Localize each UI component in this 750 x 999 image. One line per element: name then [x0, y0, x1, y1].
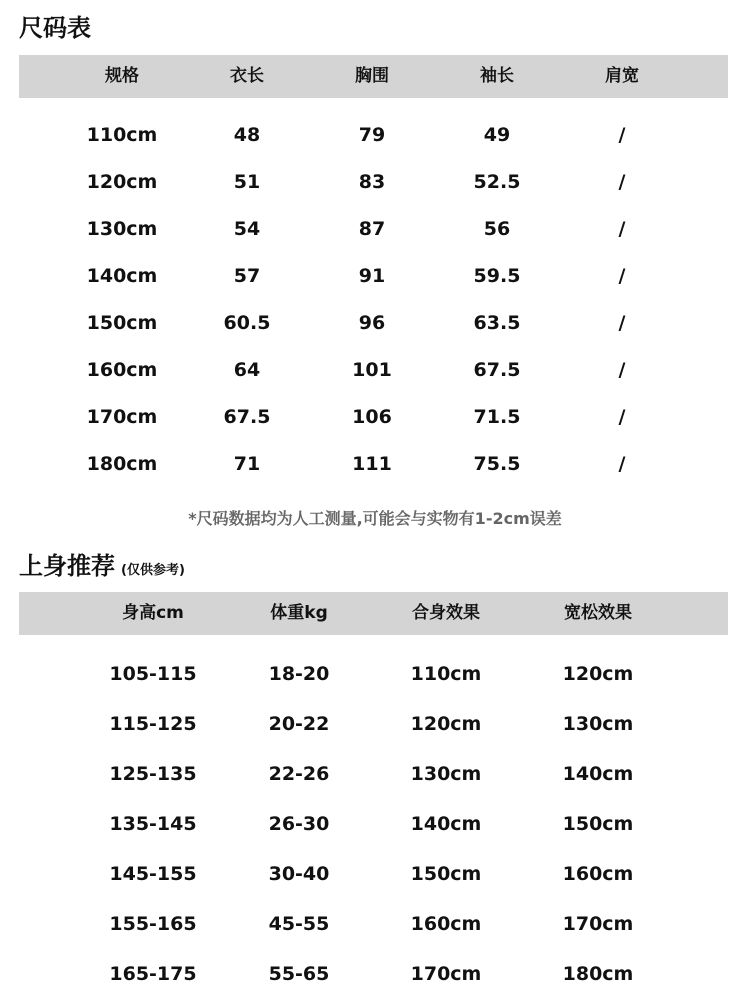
recommend-table-cell: 170cm: [562, 913, 634, 935]
size-table-cell: 54: [233, 218, 261, 240]
size-table-cell: 180cm: [86, 453, 158, 475]
recommend-table-cell: 26-30: [268, 813, 330, 835]
size-table-cell: 96: [358, 312, 386, 334]
size-table-cell: 51: [233, 171, 261, 193]
size-table-cell: 120cm: [86, 171, 158, 193]
recommend-table-title: [19, 554, 185, 578]
recommend-table-cell: 140cm: [410, 813, 482, 835]
size-table-header-cell: 肩宽: [605, 66, 639, 86]
size-table-cell: /: [618, 312, 626, 334]
recommend-table-header-cell: 身高cm: [122, 603, 184, 623]
recommend-table-cell: 150cm: [562, 813, 634, 835]
size-table-cell: 64: [233, 359, 261, 381]
size-table-cell: 52.5: [473, 171, 521, 193]
size-table-cell: /: [618, 124, 626, 146]
recommend-table-cell: 115-125: [109, 713, 197, 735]
recommend-table-cell: 125-135: [109, 763, 197, 785]
size-table-cell: 91: [358, 265, 386, 287]
size-table-header-cell: 胸围: [355, 66, 389, 86]
recommend-table-cell: 105-115: [109, 663, 197, 685]
recommend-table-cell: 55-65: [268, 963, 330, 985]
recommend-table-cell: 160cm: [410, 913, 482, 935]
size-table-cell: 101: [352, 359, 392, 381]
recommend-table-cell: 135-145: [109, 813, 197, 835]
recommend-table-cell: 165-175: [109, 963, 197, 985]
size-table-cell: 170cm: [86, 406, 158, 428]
size-table-cell: 71.5: [473, 406, 521, 428]
recommend-title-text: 上身推荐: [19, 552, 115, 580]
size-table-cell: 83: [358, 171, 386, 193]
size-table-cell: 67.5: [223, 406, 271, 428]
recommend-table-cell: 110cm: [410, 663, 482, 685]
size-table-header-cell: 规格: [105, 66, 139, 86]
size-table-cell: 63.5: [473, 312, 521, 334]
size-table-cell: 60.5: [223, 312, 271, 334]
recommend-table-cell: 160cm: [562, 863, 634, 885]
recommend-table-header-cell: 体重kg: [270, 603, 328, 623]
size-table-cell: /: [618, 265, 626, 287]
recommend-table-cell: 30-40: [268, 863, 330, 885]
size-table-cell: /: [618, 218, 626, 240]
size-table-cell: 130cm: [86, 218, 158, 240]
size-table-cell: 111: [352, 453, 392, 475]
size-table-cell: 75.5: [473, 453, 521, 475]
size-table-cell: /: [618, 171, 626, 193]
recommend-table-header-cell: 宽松效果: [564, 603, 632, 623]
recommend-table-cell: 155-165: [109, 913, 197, 935]
size-table-header-cell: 衣长: [230, 66, 264, 86]
size-table-cell: 49: [483, 124, 511, 146]
recommend-table-cell: 180cm: [562, 963, 634, 985]
size-table-cell: 160cm: [86, 359, 158, 381]
size-table-cell: /: [618, 406, 626, 428]
recommend-table-header: [19, 592, 728, 635]
size-table-cell: 71: [233, 453, 261, 475]
size-table-cell: 110cm: [86, 124, 158, 146]
size-table-cell: 140cm: [86, 265, 158, 287]
size-table-cell: 59.5: [473, 265, 521, 287]
size-table-cell: 87: [358, 218, 386, 240]
size-table-cell: 106: [352, 406, 392, 428]
recommend-table-cell: 130cm: [410, 763, 482, 785]
recommend-table-cell: 170cm: [410, 963, 482, 985]
size-table-cell: 57: [233, 265, 261, 287]
recommend-table-cell: 18-20: [268, 663, 330, 685]
size-table-cell: /: [618, 453, 626, 475]
measurement-note: *尺码数据均为人工测量,可能会与实物有1-2cm误差: [188, 509, 562, 528]
recommend-table-cell: 130cm: [562, 713, 634, 735]
recommend-table-cell: 120cm: [410, 713, 482, 735]
size-table-cell: 150cm: [86, 312, 158, 334]
size-table-cell: 56: [483, 218, 511, 240]
size-table-cell: /: [618, 359, 626, 381]
recommend-table-cell: 145-155: [109, 863, 197, 885]
recommend-table-cell: 150cm: [410, 863, 482, 885]
size-table-header-cell: 袖长: [480, 66, 514, 86]
size-table-header: [19, 55, 728, 98]
size-table-title: 尺码表: [19, 14, 91, 42]
recommend-subtitle: (仅供参考): [121, 563, 185, 578]
size-table-cell: 79: [358, 124, 386, 146]
recommend-table-cell: 140cm: [562, 763, 634, 785]
size-table-cell: 48: [233, 124, 261, 146]
recommend-table-cell: 22-26: [268, 763, 330, 785]
recommend-table-cell: 120cm: [562, 663, 634, 685]
recommend-table-cell: 20-22: [268, 713, 330, 735]
size-table-cell: 67.5: [473, 359, 521, 381]
recommend-table-header-cell: 合身效果: [412, 603, 480, 623]
recommend-table-cell: 45-55: [268, 913, 330, 935]
